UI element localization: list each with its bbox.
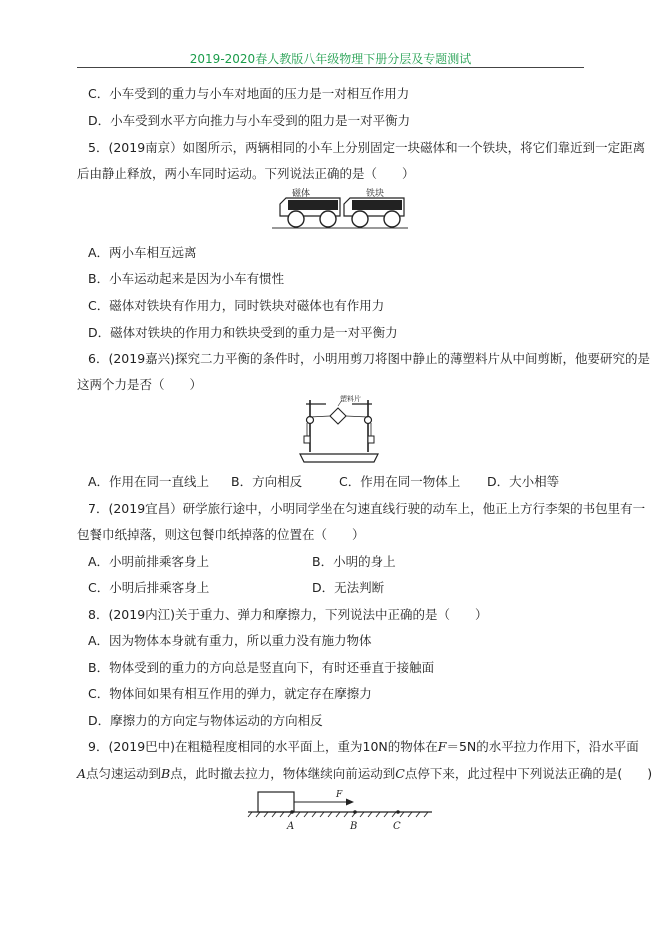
q7-option-b: B．小明的身上 xyxy=(312,554,396,569)
q9-stem-2b: 点匀速运动到 xyxy=(86,766,162,781)
q5-stem-line-2: 后由静止释放，两小车同时运动。下列说法正确的是（ ） xyxy=(77,166,415,181)
label-iron: 铁块 xyxy=(366,189,385,199)
label-force: F xyxy=(336,790,343,800)
q9-stem-2d: 点，此时撤去拉力，物体继续向前运动到 xyxy=(170,766,396,781)
block xyxy=(258,792,294,812)
q9-stem-force-symbol: F xyxy=(437,739,447,754)
left-pulley xyxy=(307,417,314,424)
q5-stem-line-1: 5．(2019南京）如图所示，两辆相同的小车上分别固定一块磁体和一个铁块，将它们靠近到一定距离 xyxy=(88,140,646,155)
label-point-b: B xyxy=(350,821,358,832)
q9-point-c-text: C xyxy=(395,766,405,781)
q9-stem-line-1 xyxy=(88,739,639,755)
cart-left xyxy=(280,198,340,227)
q9-point-a-text: A xyxy=(77,766,87,781)
page-header: 2019-2020春人教版八年级物理下册分层及专题测试 xyxy=(189,52,472,66)
plastic-sheet xyxy=(330,408,346,424)
prev-option-c: C．小车受到的重力与小车对地面的压力是一对相互作用力 xyxy=(88,86,410,101)
force-arrow-head xyxy=(346,799,354,806)
q7-stem-line-2: 包餐巾纸掉落，则这包餐巾纸掉落的位置在（ ） xyxy=(77,527,365,542)
label-plastic-sheet: 塑料片 xyxy=(340,395,361,403)
q8-option-b: B．物体受到的重力的方向总是竖直向下，有时还垂直于接触面 xyxy=(88,660,435,675)
q6-option-a: A．作用在同一直线上 xyxy=(88,474,210,489)
point-b-dot xyxy=(353,810,357,814)
q9-point-b-text: B xyxy=(161,766,171,781)
q5-option-d: D．磁体对铁块的作用力和铁块受到的重力是一对平衡力 xyxy=(88,325,398,340)
prev-option-d: D．小车受到水平方向推力与小车受到的阻力是一对平衡力 xyxy=(88,113,411,128)
q6-stem-line-2: 这两个力是否（ ） xyxy=(77,377,203,392)
label-point-a: A xyxy=(287,821,295,832)
q9-figure-block-on-surface xyxy=(246,786,436,836)
iron-block xyxy=(352,200,402,210)
q6-option-b: B．方向相反 xyxy=(231,474,303,489)
q8-option-c: C．物体间如果有相互作用的弹力，就定存在摩擦力 xyxy=(88,686,372,701)
point-c-dot xyxy=(396,810,400,814)
q7-option-d: D．无法判断 xyxy=(312,580,385,595)
point-a-dot xyxy=(290,810,294,814)
q8-option-a: A．因为物体本身就有重力，所以重力没有施力物体 xyxy=(88,633,372,648)
q5-option-b: B．小车运动起来是因为小车有惯性 xyxy=(88,271,285,286)
magnet-block xyxy=(288,200,338,210)
surface-hatching xyxy=(248,812,428,817)
q9-stem-1b: ＝5N的水平拉力作用下，沿水平面 xyxy=(446,739,639,754)
q7-option-a: A．小明前排乘客身上 xyxy=(88,554,210,569)
q9-stem-2f: 点停下来，此过程中下列说法正确的是( ) xyxy=(404,766,653,781)
label-magnet: 磁体 xyxy=(292,189,311,199)
cart-right xyxy=(344,198,404,227)
q9-stem-line-2 xyxy=(77,766,652,782)
q8-stem: 8．(2019内江)关于重力、弹力和摩擦力，下列说法中正确的是（ ） xyxy=(88,607,488,622)
left-weight xyxy=(304,436,310,443)
right-pulley xyxy=(365,417,372,424)
q9-stem-1a: 9．(2019巴中)在粗糙程度相同的水平面上，重为10N的物体在 xyxy=(88,739,438,754)
base-board xyxy=(300,454,378,462)
label-point-c: C xyxy=(393,821,401,832)
header-divider xyxy=(77,67,584,68)
q6-option-d: D．大小相等 xyxy=(487,474,560,489)
q5-figure-two-carts xyxy=(270,186,410,232)
q6-stem-line-1: 6．(2019嘉兴)探究二力平衡的条件时，小明用剪刀将图中静止的薄塑料片从中间剪断，他要研究的是 xyxy=(88,351,651,366)
q6-option-c: C．作用在同一物体上 xyxy=(339,474,461,489)
right-weight xyxy=(368,436,374,443)
q7-stem-line-1: 7．(2019宜昌）研学旅行途中，小明同学坐在匀速直线行驶的动车上，他正上方行李架的书包里有一 xyxy=(88,501,646,516)
q5-option-a: A．两小车相互远离 xyxy=(88,245,197,260)
q5-option-c: C．磁体对铁块有作用力，同时铁块对磁体也有作用力 xyxy=(88,298,385,313)
q6-figure-balance-apparatus xyxy=(296,394,382,466)
q8-option-d: D．摩擦力的方向定与物体运动的方向相反 xyxy=(88,713,323,728)
q7-option-c: C．小明后排乘客身上 xyxy=(88,580,210,595)
